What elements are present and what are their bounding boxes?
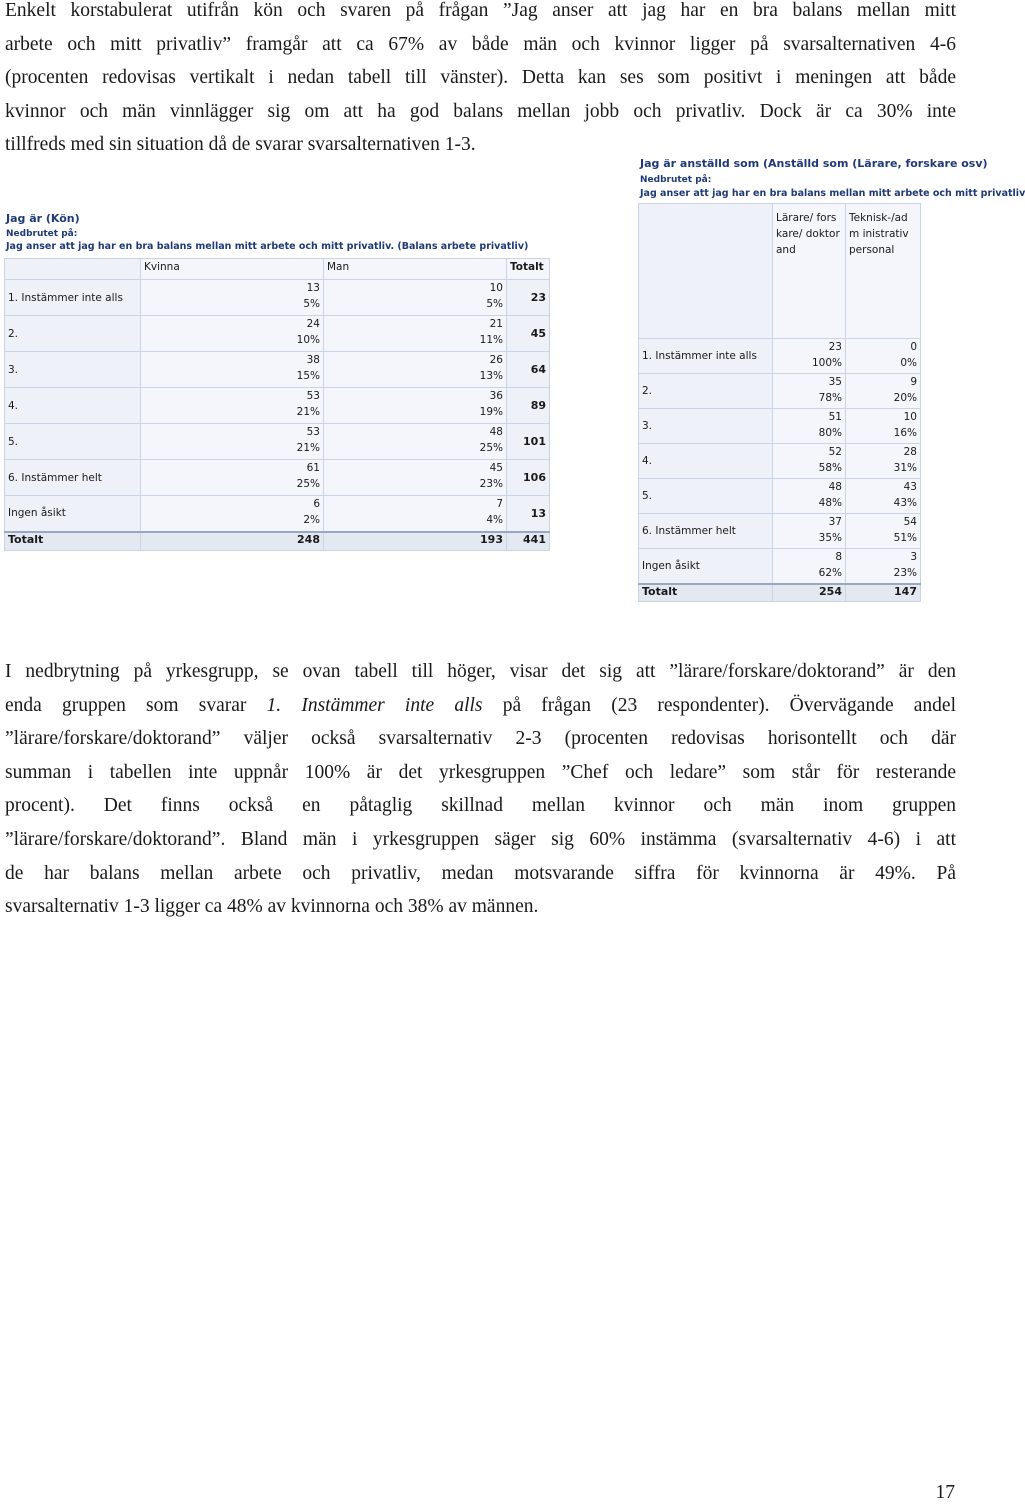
cell-teacher <box>773 549 846 584</box>
total-admin: 147 <box>846 584 921 602</box>
row-label: 5. <box>639 479 773 514</box>
cell-count: 6 <box>313 498 320 510</box>
cell-total: 89 <box>507 388 550 424</box>
cell-count: 23 <box>828 341 842 353</box>
cell-count: 24 <box>306 318 320 330</box>
row-label: 2. <box>5 316 141 352</box>
table-header-row <box>5 259 550 280</box>
cell-kvinna <box>141 388 324 424</box>
cell-count: 10 <box>903 411 917 423</box>
text-line: svarsalternativ 1-3 ligger ca 48% av kvinnorna och 38% av männen. <box>5 896 539 918</box>
cell-count: 8 <box>835 551 842 563</box>
crosstab-title: Jag är anställd som (Anställd som (Lärare, forskare osv) <box>640 157 988 170</box>
table-row <box>5 316 550 352</box>
cell-count: 0 <box>910 341 917 353</box>
table-header-row <box>639 204 921 339</box>
total-label: Totalt <box>639 584 773 602</box>
cell-kvinna <box>141 280 324 316</box>
cell-percent: 10% <box>296 334 320 346</box>
row-label: 1. Instämmer inte alls <box>639 339 773 374</box>
row-label: 3. <box>639 409 773 444</box>
cell-percent: 13% <box>479 370 503 382</box>
cell-percent: 16% <box>893 427 917 439</box>
cell-man <box>324 496 507 532</box>
column-header: Totalt <box>507 259 550 280</box>
occupation-crosstab-screenshot <box>638 155 1025 602</box>
cell-count: 48 <box>489 426 503 438</box>
text-line: de har balans mellan arbete och privatliv, medan motsvarande siffra för kvinnorna är 49%. På <box>5 862 956 884</box>
cell-man <box>324 460 507 496</box>
cell-percent: 62% <box>818 567 842 579</box>
total-row <box>5 532 550 551</box>
crosstab-question: Jag anser att jag har en bra balans mellan mitt arbete och mitt privatliv <box>640 188 1025 199</box>
crosstab-title: Jag är (Kön) <box>6 212 80 225</box>
total-kvinna: 248 <box>141 532 324 551</box>
table-row <box>5 460 550 496</box>
intro-paragraph <box>5 0 956 162</box>
cell-percent: 35% <box>818 532 842 544</box>
cell-percent: 5% <box>303 298 320 310</box>
table-row <box>5 424 550 460</box>
cell-count: 53 <box>306 390 320 402</box>
row-label: Ingen åsikt <box>5 496 141 532</box>
row-label: 3. <box>5 352 141 388</box>
cell-count: 35 <box>828 376 842 388</box>
cell-count: 3 <box>910 551 917 563</box>
cell-man <box>324 316 507 352</box>
row-label: 6. Instämmer helt <box>5 460 141 496</box>
cell-percent: 15% <box>296 370 320 382</box>
cell-total: 45 <box>507 316 550 352</box>
cell-count: 7 <box>496 498 503 510</box>
cell-percent: 78% <box>818 392 842 404</box>
table-row <box>639 409 921 444</box>
cell-count: 61 <box>306 462 320 474</box>
cell-kvinna <box>141 424 324 460</box>
cell-percent: 4% <box>486 514 503 526</box>
table-row <box>639 479 921 514</box>
cell-teacher <box>773 444 846 479</box>
cell-admin <box>846 514 921 549</box>
row-label: 5. <box>5 424 141 460</box>
cell-teacher <box>773 339 846 374</box>
text-line: (procenten redovisas vertikalt i nedan tabell till vänster). Detta kan ses som positivt i meningen att både <box>5 67 956 89</box>
cell-percent: 2% <box>303 514 320 526</box>
table-row <box>639 549 921 584</box>
cell-count: 45 <box>489 462 503 474</box>
table-row <box>5 280 550 316</box>
text-line: ”lärare/forskare/doktorand” väljer också svarsalternativ 2-3 (procenten redovisas horisontellt och där <box>5 728 956 750</box>
cell-total: 23 <box>507 280 550 316</box>
cell-kvinna <box>141 352 324 388</box>
total-label: Totalt <box>5 532 141 551</box>
total-man: 193 <box>324 532 507 551</box>
cell-kvinna <box>141 460 324 496</box>
cell-percent: 58% <box>818 462 842 474</box>
row-label: 4. <box>5 388 141 424</box>
table-row <box>639 444 921 479</box>
table-row <box>639 514 921 549</box>
cell-percent: 51% <box>893 532 917 544</box>
column-header: Man <box>324 259 507 280</box>
cell-admin <box>846 549 921 584</box>
cell-count: 9 <box>910 376 917 388</box>
cell-count: 36 <box>489 390 503 402</box>
text-line: I nedbrytning på yrkesgrupp, se ovan tabell till höger, visar det sig att ”lärare/forskare/doktorand” är den <box>5 661 956 682</box>
table-row <box>5 496 550 532</box>
text-line: arbete och mitt privatliv” framgår att ca 67% av både män och kvinnor ligger på svarsalternativen 4-6 <box>5 33 956 55</box>
cell-percent: 23% <box>479 478 503 490</box>
text-segment: på frågan (23 respondenter). Övervägande andel <box>482 694 956 716</box>
cell-percent: 5% <box>486 298 503 310</box>
cell-percent: 100% <box>811 357 842 369</box>
table-row <box>5 388 550 424</box>
cell-percent: 21% <box>296 442 320 454</box>
text-line: procent). Det finns också en påtaglig skillnad mellan kvinnor och män inom gruppen <box>5 795 956 817</box>
table-row <box>639 339 921 374</box>
column-header: Kvinna <box>141 259 324 280</box>
cell-count: 28 <box>903 446 917 458</box>
emphasis-text: 1. Instämmer inte alls <box>266 694 483 716</box>
text-line: kvinnor och män vinnlägger sig om att ha god balans mellan jobb och privatliv. Dock är ca 30% inte <box>5 100 956 122</box>
cell-total: 64 <box>507 352 550 388</box>
cell-kvinna <box>141 316 324 352</box>
cell-admin <box>846 339 921 374</box>
cell-count: 53 <box>306 426 320 438</box>
total-teacher: 254 <box>773 584 846 602</box>
cell-count: 51 <box>828 411 842 423</box>
cell-kvinna <box>141 496 324 532</box>
cell-percent: 43% <box>893 497 917 509</box>
text-line: tillfreds med sin situation då de svarar svarsalternativen 1-3. <box>5 134 476 156</box>
row-label: 6. Instämmer helt <box>639 514 773 549</box>
cell-teacher <box>773 409 846 444</box>
cell-percent: 25% <box>296 478 320 490</box>
cell-count: 37 <box>828 516 842 528</box>
cell-percent: 11% <box>479 334 503 346</box>
cell-count: 10 <box>489 282 503 294</box>
cell-total: 101 <box>507 424 550 460</box>
cell-admin <box>846 409 921 444</box>
cell-teacher <box>773 479 846 514</box>
cell-count: 52 <box>828 446 842 458</box>
column-header: Lärare/ forskare/ doktorand <box>773 204 846 339</box>
cell-count: 13 <box>306 282 320 294</box>
total-total: 441 <box>507 532 550 551</box>
cell-count: 26 <box>489 354 503 366</box>
cell-count: 48 <box>828 481 842 493</box>
crosstab-subtitle: Nedbrutet på: <box>6 229 78 239</box>
cell-percent: 19% <box>479 406 503 418</box>
cell-percent: 80% <box>818 427 842 439</box>
cell-man <box>324 388 507 424</box>
row-label: 1. Instämmer inte alls <box>5 280 141 316</box>
table-row <box>5 352 550 388</box>
cell-count: 54 <box>903 516 917 528</box>
cell-count: 21 <box>489 318 503 330</box>
text-line: ”lärare/forskare/doktorand”. Bland män i yrkesgruppen säger sig 60% instämma (svarsalternativ 4-6) i att <box>5 828 956 850</box>
cell-total: 13 <box>507 496 550 532</box>
table-row <box>639 374 921 409</box>
cell-percent: 0% <box>900 357 917 369</box>
cell-admin <box>846 444 921 479</box>
text-line: Enkelt korstabulerat utifrån kön och svaren på frågan ”Jag anser att jag har en bra balans mellan mitt <box>5 0 956 21</box>
text-segment: enda gruppen som svarar <box>5 694 267 716</box>
gender-crosstab-screenshot <box>4 210 549 548</box>
text-line <box>5 689 956 723</box>
row-label: Ingen åsikt <box>639 549 773 584</box>
page-number: 17 <box>935 1482 955 1503</box>
cell-percent: 21% <box>296 406 320 418</box>
cell-count: 38 <box>306 354 320 366</box>
cell-man <box>324 424 507 460</box>
cell-count: 43 <box>903 481 917 493</box>
cell-admin <box>846 374 921 409</box>
gender-crosstab-table <box>4 258 550 551</box>
cell-man <box>324 280 507 316</box>
occupation-crosstab-table <box>638 203 921 602</box>
cell-percent: 25% <box>479 442 503 454</box>
cell-percent: 48% <box>818 497 842 509</box>
cell-admin <box>846 479 921 514</box>
row-label: 2. <box>639 374 773 409</box>
cell-teacher <box>773 514 846 549</box>
cell-total: 106 <box>507 460 550 496</box>
analysis-paragraph <box>5 655 956 924</box>
text-line: summan i tabellen inte uppnår 100% är det yrkesgruppen ”Chef och ledare” som står för resterande <box>5 761 956 783</box>
row-label: 4. <box>639 444 773 479</box>
cell-percent: 23% <box>893 567 917 579</box>
cell-man <box>324 352 507 388</box>
total-row <box>639 584 921 602</box>
cell-teacher <box>773 374 846 409</box>
crosstab-subtitle: Nedbrutet på: <box>640 175 712 185</box>
cell-percent: 20% <box>893 392 917 404</box>
crosstab-question: Jag anser att jag har en bra balans mellan mitt arbete och mitt privatliv. (Balans arbete privatliv) <box>6 241 529 252</box>
cell-percent: 31% <box>893 462 917 474</box>
column-header: Teknisk-/adm inistrativ personal <box>846 204 921 339</box>
